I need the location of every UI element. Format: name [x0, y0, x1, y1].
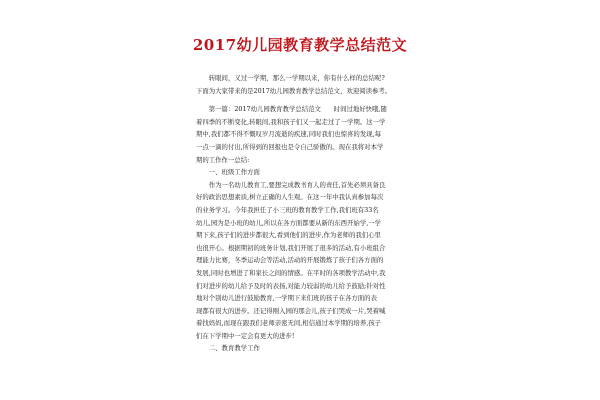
paragraph-line: 期中,我们都不得不慨叹岁月流逝的疾速,同时我们也惊喜的发现,每 [196, 130, 382, 139]
paragraph-line: 们对进步的幼儿给予及时的表扬,对能力较弱的幼儿给予鼓励;针对性 [196, 281, 386, 290]
paragraph-line: 的业务学习。今年我担任了小三班的教育教学工作,我们班有33名 [196, 205, 379, 214]
paragraph-line: 们在下学期中一定会有更大的进步! [196, 331, 295, 340]
paragraph-line: 一点一滴的付出,所得到的回报也是令自己骄傲的。现在我将对本学 [196, 142, 384, 151]
intro-line: 转眼间，又过一学期，那么一学期以来，你有什么样的总结呢? [196, 74, 385, 82]
paragraph-line: 幼儿,园为是小班的幼儿,所以在各方面都要从新的东西开始学,一学 [196, 218, 382, 227]
paragraph-line: 着找妈妈,而现在跟我们老师亲密无间,相信通过本学期的培养,孩子 [196, 319, 382, 328]
paragraph-line: 理能力比赛，冬季运动会等活动,活动的开展锻炼了孩子们各方面的 [196, 256, 384, 265]
paragraph-line: 地对个别幼儿进行鼓励教育,一学期下来们班的孩子在各方面的表 [196, 294, 377, 303]
section-heading: 一、班级工作方面 [196, 168, 260, 177]
document-body [196, 72, 416, 355]
paragraph-line: 发展,同时也增进了和家长之间的情感。在平时的各项教学活动中,我 [196, 268, 386, 277]
paragraph-line: 现都有很大的进步。还记得刚入园的那会儿,孩子们哭成一片,哭着喊 [196, 306, 386, 315]
paragraph-line: 第一篇：2017幼儿园教育教学总结范文 时间过地好快哦,随 [196, 105, 387, 114]
paragraph-line: 作为一名幼儿教育工,要想完成教书育人的责任,首先必须具备良 [196, 180, 386, 189]
intro-line: 下面为大家带来的是2017幼儿园教育教学总结范文，欢迎阅读参考。 [196, 86, 392, 95]
paragraph-line: 期的工作作一总结: [196, 155, 250, 164]
section-heading: 二、教育教学工作 [196, 344, 260, 353]
paragraph-line: 好的政治思想素质,树立正确的人生观。在这一年中我认真参加每次 [196, 193, 384, 202]
paragraph-line: 也很开心。根据期初的班务计划,我们开展了很多的活动,有小班组合 [196, 243, 386, 252]
document-title: 2017幼儿园教育教学总结范文 [192, 36, 408, 54]
paragraph-line: 着四季的不断变化,转眼间,我和孩子们又一起走过了一学期。这一学 [196, 117, 386, 126]
paragraph-line: 期下来,孩子们的进步都很大,看到他们的进步,作为老师的我们心里 [196, 231, 382, 240]
